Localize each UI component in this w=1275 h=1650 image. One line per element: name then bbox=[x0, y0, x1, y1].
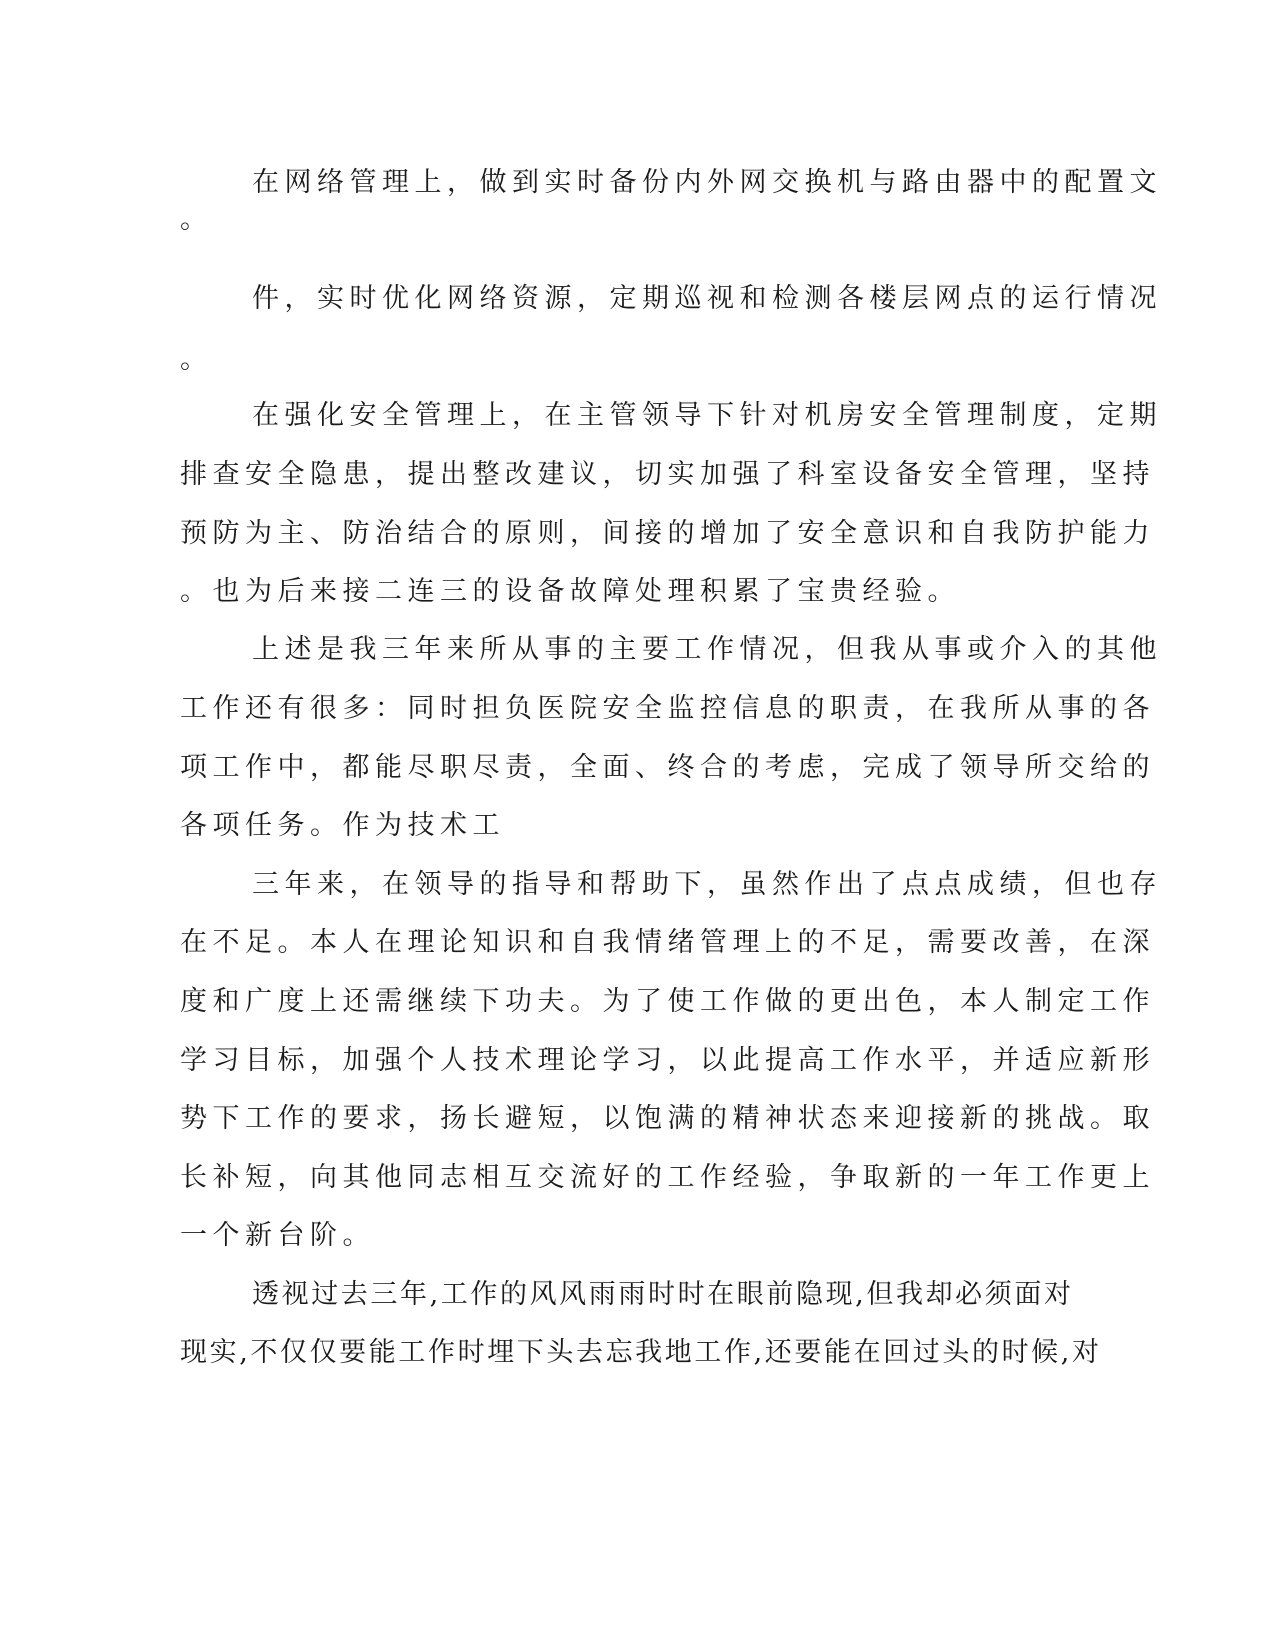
paragraph-line: 工作还有很多：同时担负医院安全监控信息的职责，在我所从事的各 bbox=[180, 693, 1155, 724]
paragraph-line: 预防为主、防治结合的原则，间接的增加了安全意识和自我防护能力 bbox=[180, 518, 1155, 549]
paragraph-line: 各项任务。作为技术工 bbox=[180, 810, 505, 841]
paragraph-line: 。 bbox=[180, 204, 213, 235]
paragraph-line: 在网络管理上，做到实时备份内外网交换机与路由器中的配置文 bbox=[252, 167, 1162, 198]
paragraph-line: 件，实时优化网络资源，定期巡视和检测各楼层网点的运行情况 bbox=[252, 283, 1162, 314]
paragraph-line: 在强化安全管理上，在主管领导下针对机房安全管理制度，定期 bbox=[252, 400, 1162, 431]
paragraph-line: 长补短，向其他同志相互交流好的工作经验，争取新的一年工作更上 bbox=[180, 1162, 1155, 1193]
paragraph-line: 。 bbox=[180, 344, 213, 375]
paragraph-line: 排查安全隐患，提出整改建议，切实加强了科室设备安全管理，坚持 bbox=[180, 459, 1155, 490]
paragraph-line: 三年来，在领导的指导和帮助下，虽然作出了点点成绩，但也存 bbox=[252, 869, 1162, 900]
paragraph-line: 。也为后来接二连三的设备故障处理积累了宝贵经验。 bbox=[180, 576, 960, 607]
paragraph-line: 度和广度上还需继续下功夫。为了使工作做的更出色，本人制定工作 bbox=[180, 986, 1155, 1017]
paragraph-line: 学习目标，加强个人技术理论学习，以此提高工作水平，并适应新形 bbox=[180, 1045, 1155, 1076]
paragraph-line: 项工作中，都能尽职尽责，全面、终合的考虑，完成了领导所交给的 bbox=[180, 752, 1155, 783]
paragraph-line: 一个新台阶。 bbox=[180, 1220, 375, 1251]
paragraph-line: 在不足。本人在理论知识和自我情绪管理上的不足，需要改善，在深 bbox=[180, 927, 1155, 958]
paragraph-line: 上述是我三年来所从事的主要工作情况，但我从事或介入的其他 bbox=[252, 634, 1162, 665]
paragraph-line: 透视过去三年,工作的风风雨雨时时在眼前隐现,但我却必须面对 bbox=[252, 1279, 1074, 1310]
paragraph-line: 势下工作的要求，扬长避短，以饱满的精神状态来迎接新的挑战。取 bbox=[180, 1103, 1155, 1134]
paragraph-line: 现实,不仅仅要能工作时埋下头去忘我地工作,还要能在回过头的时候,对 bbox=[180, 1337, 1102, 1368]
